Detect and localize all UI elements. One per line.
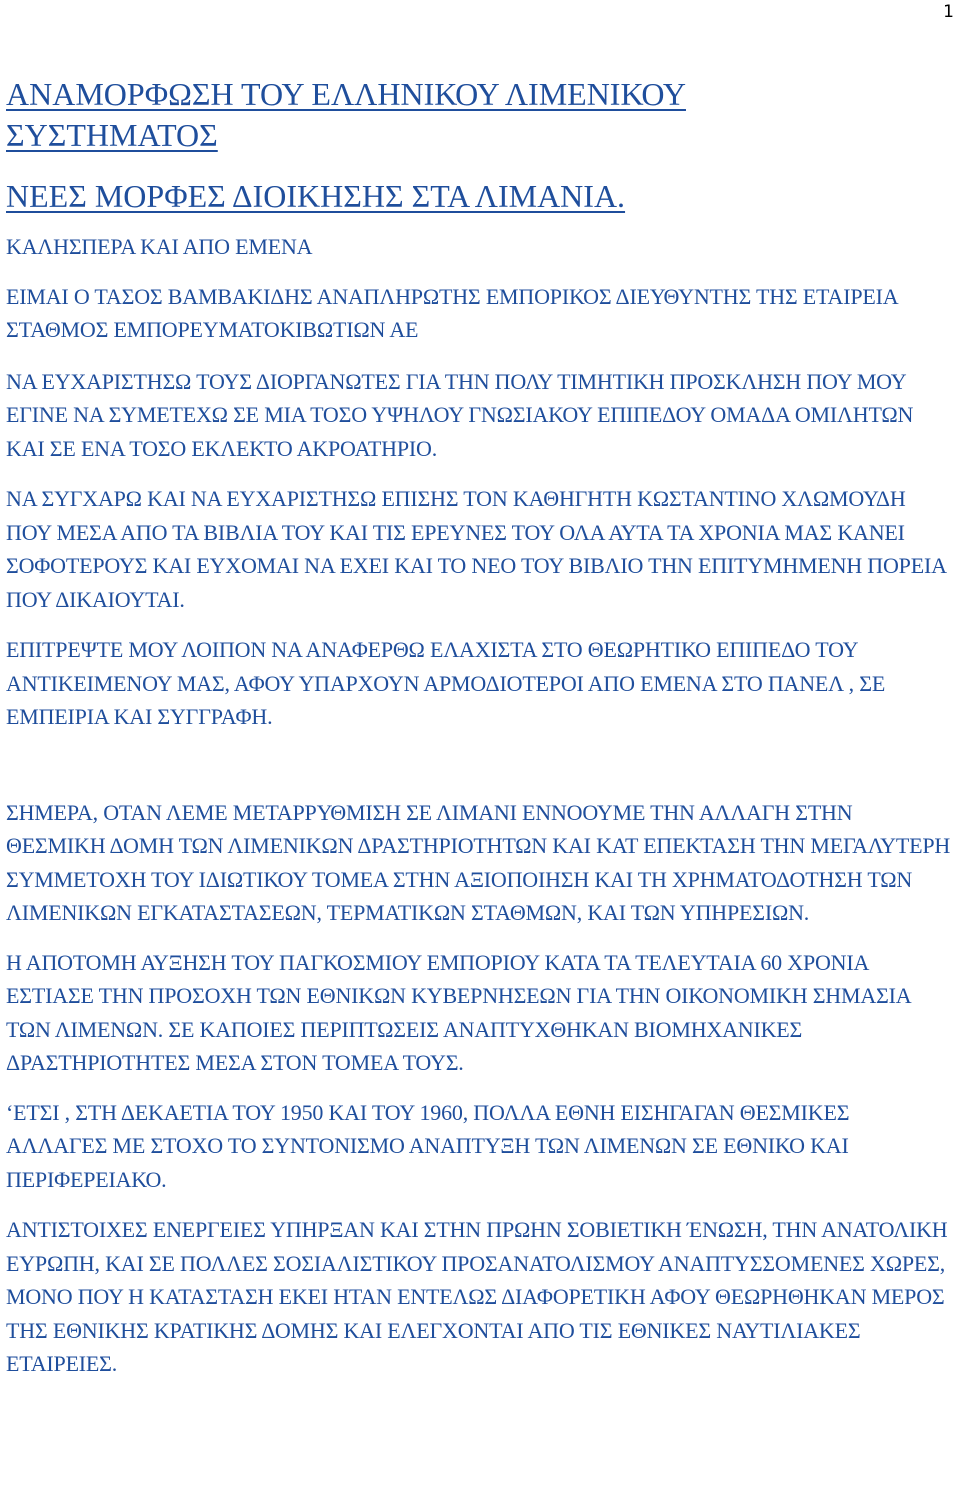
document-subtitle: ΝΕΕΣ ΜΟΡΦΕΣ ΔΙΟΙΚΗΣΗΣ ΣΤΑ ΛΙΜΑΝΙΑ. [6, 178, 626, 214]
document-body [6, 74, 951, 1381]
paragraph-reform-definition: ΣΗΜΕΡΑ, ΟΤΑΝ ΛΕΜΕ ΜΕΤΑΡΡΥΘΜΙΣΗ ΣΕ ΛΙΜΑΝΙ ΕΝΝΟΟΥΜΕ ΤΗΝ ΑΛΛΑΓΗ ΣΤΗΝ ΘΕΣΜΙΚΗ ΔΟΜΗ ΤΩΝ ΛΙΜΕΝΙΚΩΝ ΔΡΑΣΤΗΡΙΟΤΗΤΩΝ ΚΑΙ ΚΑΤ ΕΠΕΚΤΑΣΗ ΤΗΝ ΜΕΓΑΛΥΤΕΡΗ ΣΥΜΜΕΤΟΧΗ ΤΟΥ ΙΔΙΩΤΙΚΟΥ ΤΟΜΕΑ ΣΤΗΝ ΑΞΙΟΠΟΙΗΣΗ ΚΑΙ ΤΗ ΧΡΗΜΑΤΟΔΟΤΗΣΗ ΤΩΝ ΛΙΜΕΝΙΚΩΝ ΕΓΚΑΤΑΣΤΑΣΕΩΝ, ΤΕΡΜΑΤΙΚΩΝ ΣΤΑΘΜΩΝ, ΚΑΙ ΤΩΝ ΥΠΗΡΕΣΙΩΝ. [6, 799, 951, 925]
page-number: 1 [943, 2, 954, 22]
title-line-1: ΑΝΑΜΟΡΦΩΣΗ ΤΟΥ ΕΛΛΗΝΙΚΟΥ ΛΙΜΕΝΙΚΟΥ [6, 76, 686, 112]
paragraph-soviet-union: ΑΝΤΙΣΤΟΙΧΕΣ ΕΝΕΡΓΕΙΕΣ ΥΠΗΡΞΑΝ ΚΑΙ ΣΤΗΝ ΠΡΩΗΝ ΣΟΒΙΕΤΙΚΗ ΈΝΩΣΗ, ΤΗΝ ΑΝΑΤΟΛΙΚΗ ΕΥΡΩΠΗ, ΚΑΙ ΣΕ ΠΟΛΛΕΣ ΣΟΣΙΑΛΙΣΤΙΚΟΥ ΠΡΟΣΑΝΑΤΟΛΙΣΜΟΥ ΑΝΑΠΤΥΣΣΟΜΕΝΕΣ ΧΩΡΕΣ, ΜΟΝΟ ΠΟΥ Η ΚΑΤΑΣΤΑΣΗ ΕΚΕΙ ΗΤΑΝ ΕΝΤΕΛΩΣ ΔΙΑΦΟΡΕΤΙΚΗ ΑΦΟΥ ΘΕΩΡΗΘΗΚΑΝ ΜΕΡΟΣ ΤΗΣ ΕΘΝΙΚΗΣ ΚΡΑΤΙΚΗΣ ΔΟΜΗΣ ΚΑΙ ΕΛΕΓΧΟΝΤΑΙ ΑΠΟ ΤΙΣ ΕΘΝΙΚΕΣ ΝΑΥΤΙΛΙΑΚΕΣ ΕΤΑΙΡΕΙΕΣ. [6, 1217, 948, 1376]
paragraph-theory: ΕΠΙΤΡΕΨΤΕ ΜΟΥ ΛΟΙΠΟΝ ΝΑ ΑΝΑΦΕΡΘΩ ΕΛΑΧΙΣΤΑ ΣΤΟ ΘΕΩΡΗΤΙΚΟ ΕΠΙΠΕΔΟ ΤΟΥ ΑΝΤΙΚΕΙΜΕΝΟΥ ΜΑΣ, ΑΦΟΥ ΥΠΑΡΧΟΥΝ ΑΡΜΟΔΙΟΤΕΡΟΙ ΑΠΟ ΕΜΕΝΑ ΣΤΟ ΠΑΝΕΛ , ΣΕ ΕΜΠΕΙΡΙΑ ΚΑΙ ΣΥΓΓΡΑΦΗ. [6, 637, 886, 729]
paragraph-world-trade: Η ΑΠΟΤΟΜΗ ΑΥΞΗΣΗ ΤΟΥ ΠΑΓΚΟΣΜΙΟΥ ΕΜΠΟΡΙΟΥ ΚΑΤΑ ΤΑ ΤΕΛΕΥΤΑΙΑ 60 ΧΡΟΝΙΑ ΕΣΤΙΑΣΕ ΤΗΝ ΠΡΟΣΟΧΗ ΤΩΝ ΕΘΝΙΚΩΝ ΚΥΒΕΡΝΗΣΕΩΝ ΓΙΑ ΤΗΝ ΟΙΚΟΝΟΜΙΚΗ ΣΗΜΑΣΙΑ ΤΩΝ ΛΙΜΕΝΩΝ. ΣΕ ΚΑΠΟΙΕΣ ΠΕΡΙΠΤΩΣΕΙΣ ΑΝΑΠΤΥΧΘΗΚΑΝ ΒΙΟΜΗΧΑΝΙΚΕΣ ΔΡΑΣΤΗΡΙΟΤΗΤΕΣ ΜΕΣΑ ΣΤΟΝ ΤΟΜΕΑ ΤΟΥΣ. [6, 949, 911, 1075]
document-title [6, 74, 951, 156]
paragraph-introduction: ΕΙΜΑΙ Ο ΤΑΣΟΣ ΒΑΜΒΑΚΙΔΗΣ ΑΝΑΠΛΗΡΩΤΗΣ ΕΜΠΟΡΙΚΟΣ ΔΙΕΥΘΥΝΤΗΣ ΤΗΣ ΕΤΑΙΡΕΙΑ ΣΤΑΘΜΟΣ ΕΜΠΟΡΕΥΜΑΤΟΚΙΒΩΤΙΩΝ ΑΕ [6, 283, 898, 342]
paragraph-thanks-professor: ΝΑ ΣΥΓΧΑΡΩ ΚΑΙ ΝΑ ΕΥΧΑΡΙΣΤΗΣΩ ΕΠΙΣΗΣ ΤΟΝ ΚΑΘΗΓΗΤΗ ΚΩΣΤΑΝΤΙΝΟ ΧΛΩΜΟΥΔΗ ΠΟΥ ΜΕΣΑ ΑΠΟ ΤΑ ΒΙΒΛΙΑ ΤΟΥ ΚΑΙ ΤΙΣ ΕΡΕΥΝΕΣ ΤΟΥ ΟΛΑ ΑΥΤΑ ΤΑ ΧΡΟΝΙΑ ΜΑΣ ΚΑΝΕΙ ΣΟΦΟΤΕΡΟΥΣ ΚΑΙ ΕΥΧΟΜΑΙ ΝΑ ΕΧΕΙ ΚΑΙ ΤΟ ΝΕΟ ΤΟΥ ΒΙΒΛΙΟ ΤΗΝ ΕΠΙΤΥΜΗΜΕΝΗ ΠΟΡΕΙΑ ΠΟΥ ΔΙΚΑΙΟΥΤΑΙ. [6, 486, 946, 612]
paragraph-1950s-1960s: ‘ΕΤΣΙ , ΣΤΗ ΔΕΚΑΕΤΙΑ ΤΟΥ 1950 ΚΑΙ ΤΟΥ 1960, ΠΟΛΛΑ ΕΘΝΗ ΕΙΣΗΓΑΓΑΝ ΘΕΣΜΙΚΕΣ ΑΛΛΑΓΕΣ ΜΕ ΣΤΟΧΟ ΤΟ ΣΥΝΤΟΝΙΣΜΟ ΑΝΑΠΤΥΞΗ ΤΩΝ ΛΙΜΕΝΩΝ ΣΕ ΕΘΝΙΚΟ ΚΑΙ ΠΕΡΙΦΕΡΕΙΑΚΟ. [6, 1099, 850, 1192]
paragraph-thanks-organizers: ΝΑ ΕΥΧΑΡΙΣΤΗΣΩ ΤΟΥΣ ΔΙΟΡΓΑΝΩΤΕΣ ΓΙΑ ΤΗΝ ΠΟΛΥ ΤΙΜΗΤΙΚΗ ΠΡΟΣΚΛΗΣΗ ΠΟΥ ΜΟΥ ΕΓΙΝΕ ΝΑ ΣΥΜΕΤΕΧΩ ΣΕ ΜΙΑ ΤΟΣΟ ΥΨΗΛΟΥ ΓΝΩΣΙΑΚΟΥ ΕΠΙΠΕΔΟΥ ΟΜΑΔΑ ΟΜΙΛΗΤΩΝ ΚΑΙ ΣΕ ΕΝΑ ΤΟΣΟ ΕΚΛΕΚΤΟ ΑΚΡΟΑΤΗΡΙΟ. [6, 368, 914, 461]
title-line-2: ΣΥΣΤΗΜΑΤΟΣ [6, 117, 218, 153]
paragraph-greeting: ΚΑΛΗΣΠΕΡΑ ΚΑΙ ΑΠΟ ΕΜΕΝΑ [6, 234, 313, 259]
